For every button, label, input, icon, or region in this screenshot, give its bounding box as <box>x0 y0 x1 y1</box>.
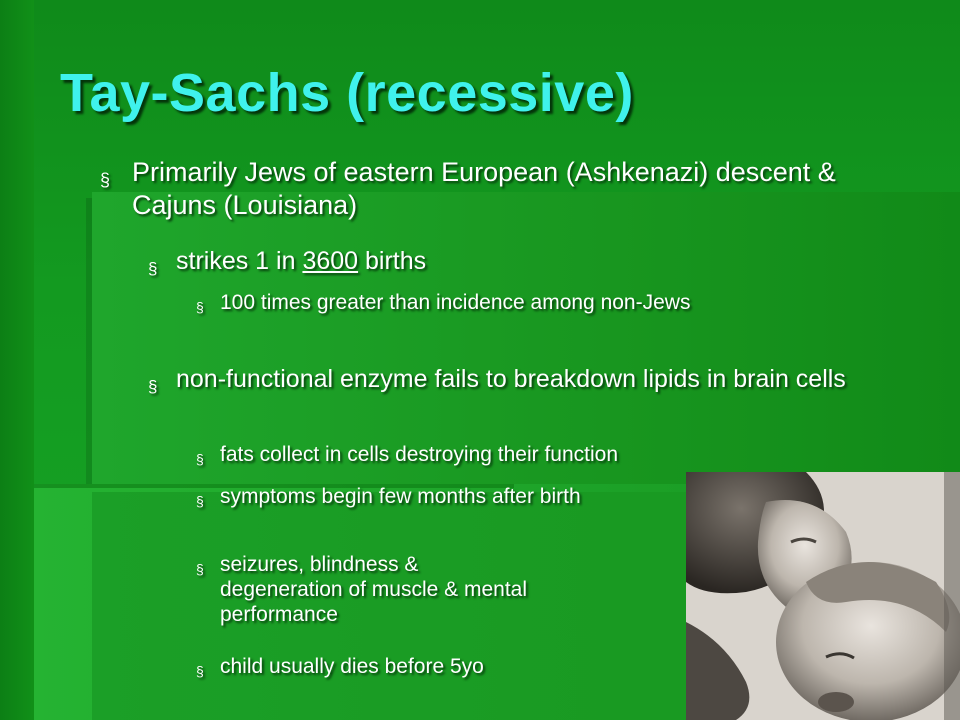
bullet-text: seizures, blindness & degeneration of muscle & mental performance <box>220 553 528 626</box>
bullet-text: 100 times greater than incidence among non-Jews <box>220 291 691 314</box>
bullet-marker-icon: § <box>100 170 111 190</box>
bullet-item-demographics <box>100 156 900 222</box>
bullet-item-prognosis <box>196 654 616 679</box>
bullet-marker-icon: § <box>196 561 204 577</box>
bullet-text-after: births <box>358 247 427 275</box>
incidence-link[interactable]: 3600 <box>302 247 359 275</box>
bullet-marker-icon: § <box>148 259 158 278</box>
bullet-text: symptoms begin few months after birth <box>220 485 581 508</box>
bullet-item-comparison <box>196 290 716 315</box>
bullet-item-enzyme <box>148 364 898 395</box>
bullet-item-incidence <box>148 246 848 277</box>
slide-title: Tay-Sachs (recessive) <box>60 63 634 123</box>
photo-illustration-icon <box>686 472 960 720</box>
bullet-marker-icon: § <box>196 299 204 315</box>
bullet-text: Primarily Jews of eastern European (Ashkenazi) descent & Cajuns (Louisiana) <box>132 157 836 220</box>
bullet-marker-icon: § <box>148 377 158 396</box>
bullet-text: child usually dies before 5yo <box>220 655 484 678</box>
bullet-text: fats collect in cells destroying their function <box>220 443 619 466</box>
bullet-marker-icon: § <box>196 663 204 679</box>
bullet-item-seizures <box>196 552 536 627</box>
bullet-text-before: strikes 1 in <box>176 247 303 275</box>
bullet-marker-icon: § <box>196 451 204 467</box>
bullet-item-symptoms <box>196 484 596 509</box>
mother-kissing-child-photo <box>686 472 960 720</box>
bullet-item-fats <box>196 442 816 467</box>
bullet-text: non-functional enzyme fails to breakdown lipids in brain cells <box>176 365 846 393</box>
bullet-marker-icon: § <box>196 493 204 509</box>
bullet-text <box>148 246 848 277</box>
